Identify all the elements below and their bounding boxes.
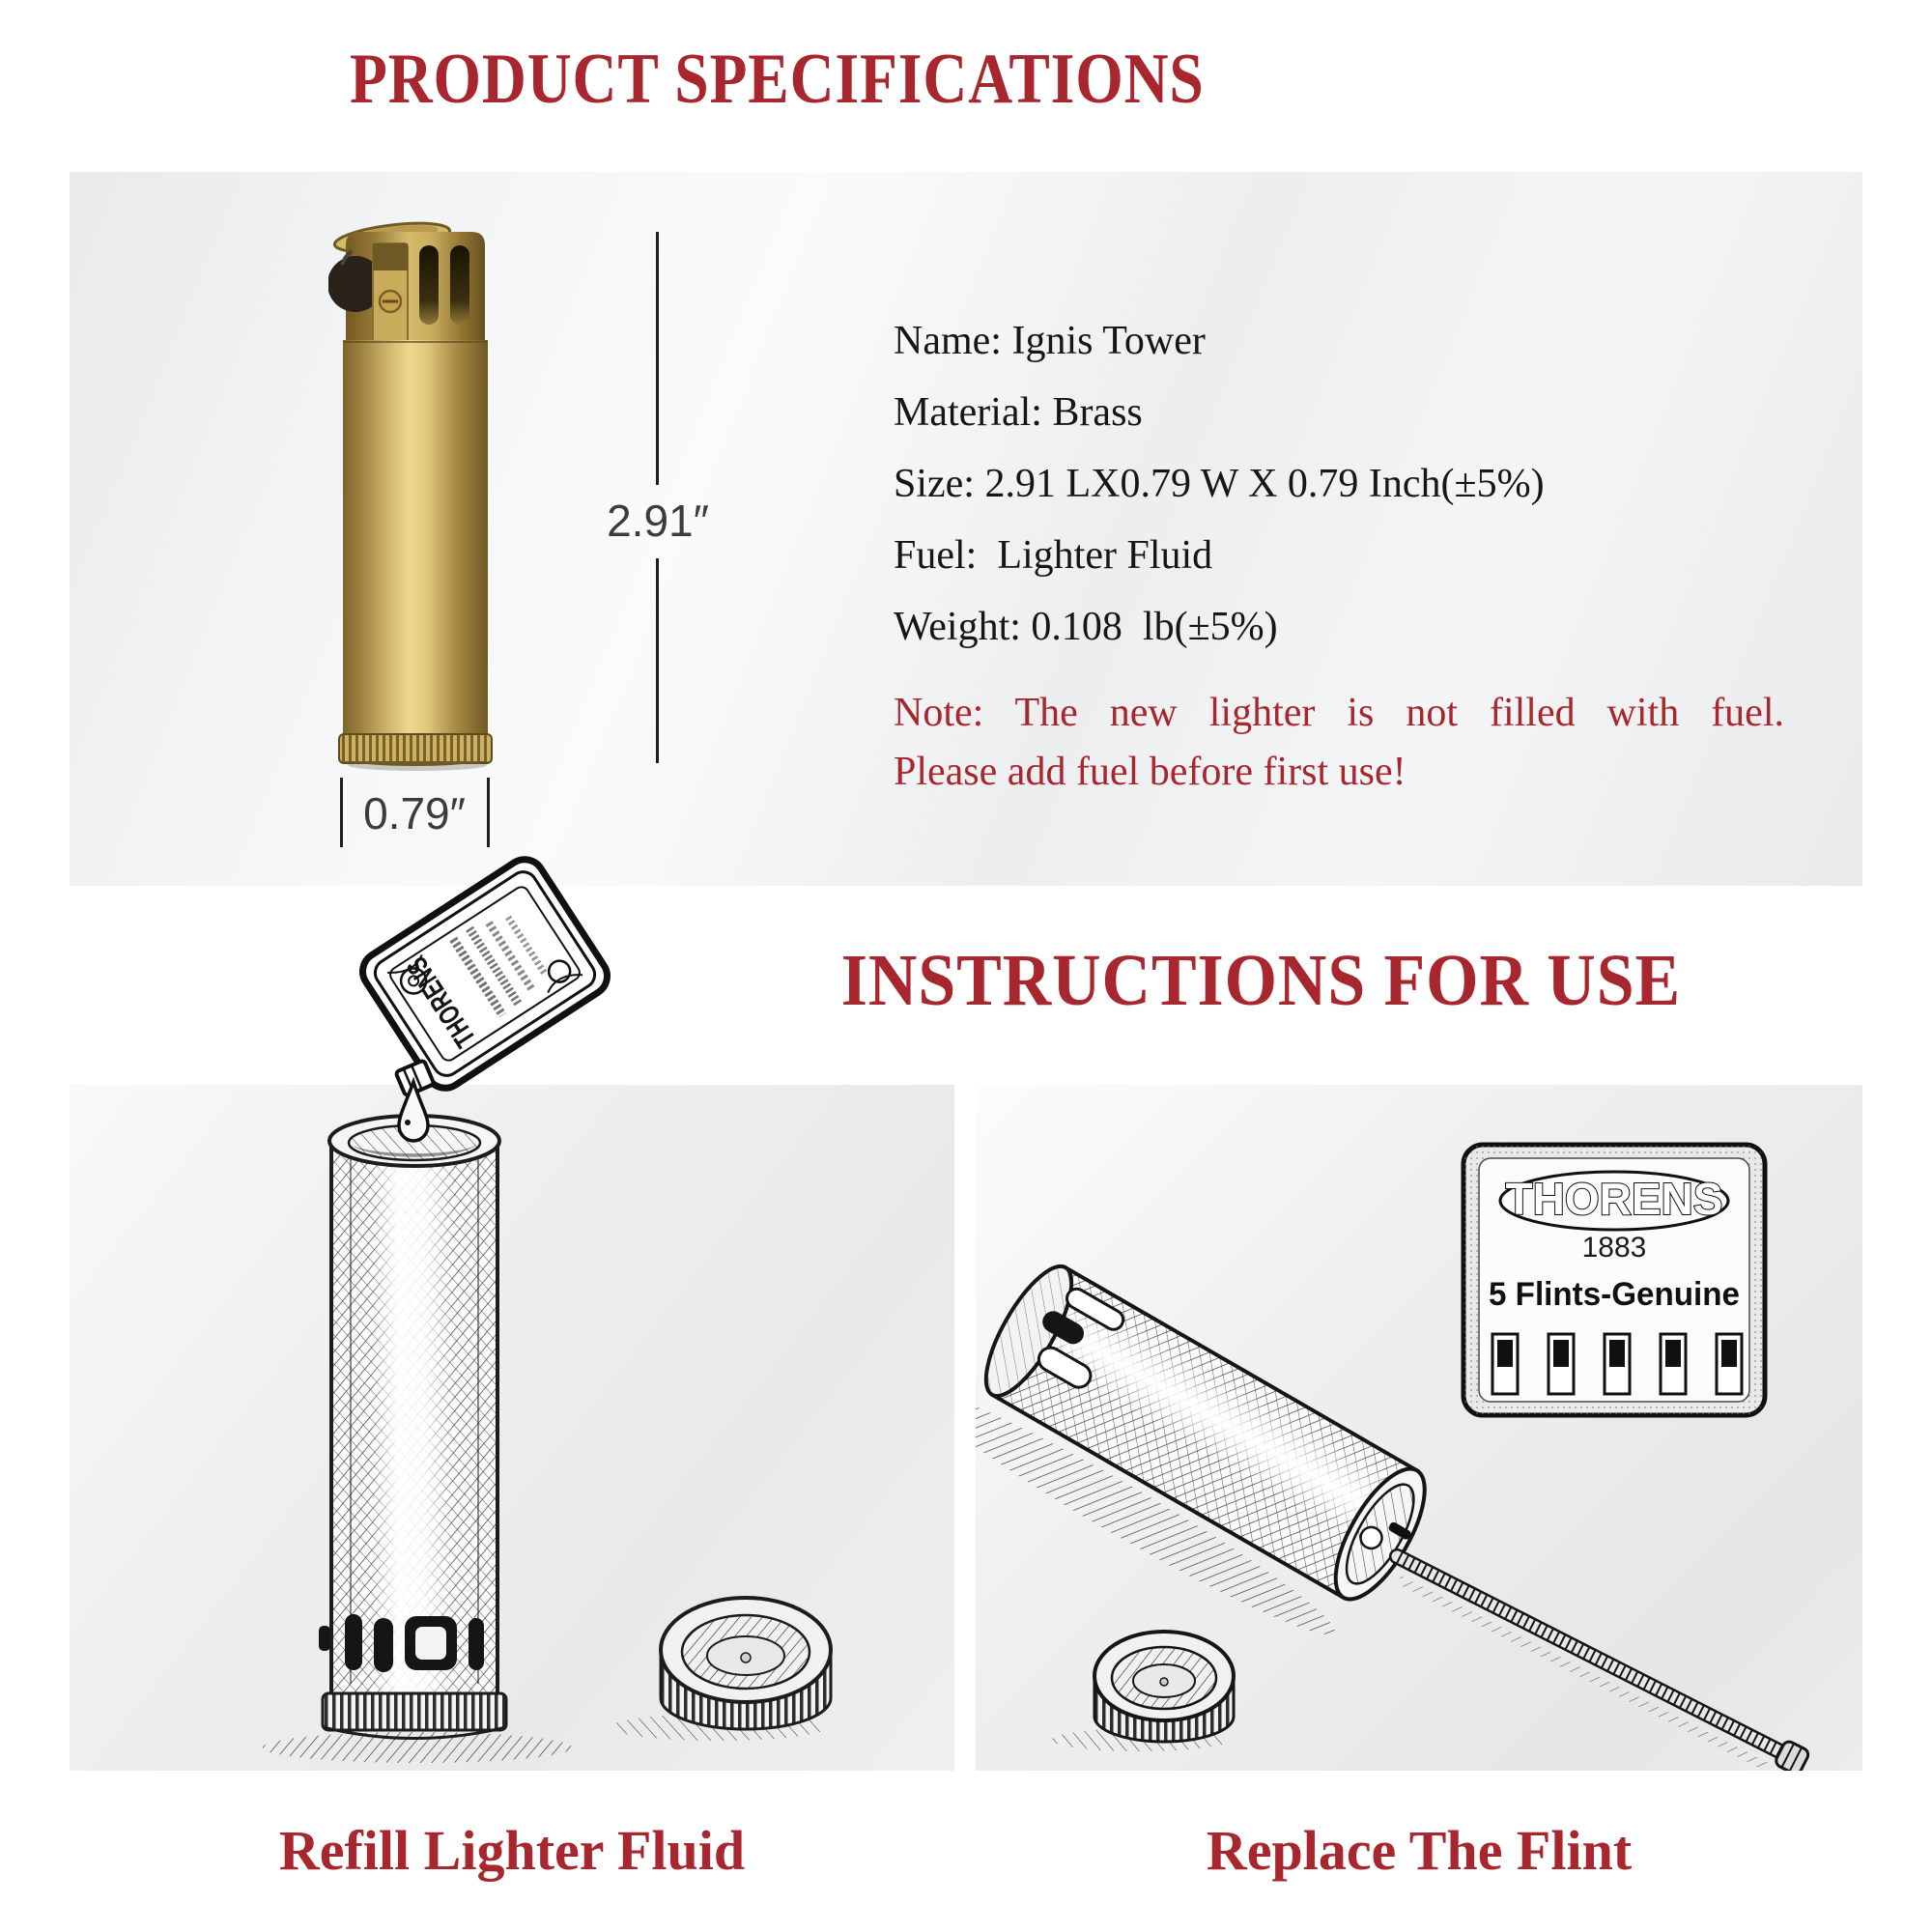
flint-pack — [1463, 1145, 1765, 1415]
base-cap-open — [1052, 1632, 1234, 1751]
vent-slot — [450, 245, 469, 325]
vent-slot — [469, 1618, 484, 1670]
lighter-tube-open — [319, 1116, 506, 1739]
lighter-photo — [328, 220, 502, 771]
flint-pack-label: 5 Flints-Genuine — [1489, 1276, 1740, 1313]
refill-caption: Refill Lighter Fluid — [278, 1819, 746, 1882]
fuel-note — [894, 684, 1784, 803]
spec-name: Name: Ignis Tower — [894, 319, 1206, 363]
vent-slot — [345, 1614, 362, 1670]
lighter-tube-tilted — [976, 1234, 1442, 1663]
flint-spring-rod — [1380, 1542, 1810, 1771]
lighter-base-knurl — [339, 734, 492, 766]
height-dimension-label: 2.91″ — [607, 496, 709, 546]
replace-illustration — [976, 1085, 1862, 1771]
fluid-can-illustration — [338, 840, 638, 1164]
spec-weight: Weight: 0.108 lb(±5%) — [894, 605, 1278, 649]
can-brand-text: THORENS — [378, 916, 483, 1053]
width-dimension-tick-right — [487, 778, 490, 847]
spec-material: Material: Brass — [894, 390, 1143, 435]
replace-caption: Replace The Flint — [1206, 1819, 1633, 1882]
height-dimension-line-top — [656, 232, 659, 485]
lighter-body — [343, 340, 488, 741]
spec-size: Size: 2.91 LX0.79 W X 0.79 Inch(±5%) — [894, 462, 1545, 506]
rod-shadow — [1397, 1576, 1771, 1771]
page-title — [0, 39, 1553, 121]
flint-pack-brand: THORENS — [1505, 1174, 1723, 1224]
height-dimension-line-bottom — [656, 558, 659, 763]
instructions-title — [599, 939, 1922, 1023]
spec-fuel: Fuel: Lighter Fluid — [894, 533, 1213, 578]
vent-slot — [419, 245, 439, 325]
fuel-note-line2: Please add fuel before first use! — [894, 750, 1406, 795]
side-nub — [319, 1626, 330, 1651]
width-dimension-label: 0.79″ — [363, 788, 466, 838]
fluid-can — [338, 852, 614, 1111]
lighter-top-housing — [328, 232, 485, 344]
spec-list — [894, 305, 1545, 663]
refill-illustration — [70, 1085, 954, 1771]
fuel-note-line1: Note: The new lighter is not filled with fuel. — [894, 691, 1784, 735]
flint-pack-year: 1883 — [1581, 1232, 1647, 1264]
instructions-title-text: INSTRUCTIONS FOR USE — [840, 940, 1681, 1021]
vent-slot — [374, 1618, 393, 1672]
page-title-text: PRODUCT SPECIFICATIONS — [349, 40, 1205, 119]
base-cap-open — [611, 1598, 831, 1741]
cylinder-ground-shadow — [263, 1732, 572, 1763]
